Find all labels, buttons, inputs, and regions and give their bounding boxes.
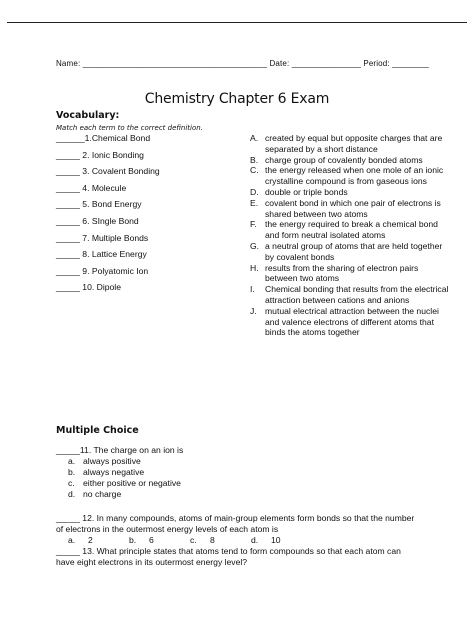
name-date-period-line: Name: ________________________________________ Date: _______________ Period: ________ xyxy=(56,59,430,68)
definition-b: B. charge group of covalently bonded atoms xyxy=(250,154,423,165)
vocabulary-instructions: Match each term to the correct definition. xyxy=(56,124,203,132)
question-12-text: _____ 12. In many compounds, atoms of main-group elements form bonds so that the number of electrons in the outermost energy levels of each atom is xyxy=(56,513,415,534)
question-11-text: _____11. The charge on an ion is xyxy=(56,445,184,455)
term-10: _____ 10. Dipole xyxy=(56,282,121,293)
top-divider xyxy=(7,22,467,23)
definition-e: E. covalent bond in which one pair of electrons is shared between two atoms xyxy=(250,197,441,219)
option-11b: b. always negative xyxy=(68,467,145,477)
vocabulary-terms xyxy=(56,133,160,299)
page-title: Chemistry Chapter 6 Exam xyxy=(144,91,330,107)
term-4: _____ 4. Molecule xyxy=(56,182,127,193)
question-13 xyxy=(56,546,418,568)
option-12c: c. 8 xyxy=(190,535,215,545)
definition-c: C. the energy released when one mole of an ionic crystalline compound is from gaseous ions xyxy=(250,165,444,187)
definition-h: H. results from the sharing of electron pairs between two atoms xyxy=(250,262,419,284)
term-6: _____ 6. SIngle Bond xyxy=(56,215,139,226)
question-12-options xyxy=(68,535,418,546)
vocabulary-heading: Vocabulary: xyxy=(56,110,120,121)
option-12d: d. 10 xyxy=(251,535,281,545)
question-11 xyxy=(56,445,416,500)
option-11c: c. either positive or negative xyxy=(68,478,181,488)
question-11-options xyxy=(68,456,416,500)
definition-a: A. created by equal but opposite charges that are separated by a short distance xyxy=(250,133,443,154)
option-12b: b. 6 xyxy=(129,535,154,545)
multiple-choice-heading: Multiple Choice xyxy=(56,425,139,436)
term-7: _____ 7. Multiple Bonds xyxy=(56,232,149,243)
vocabulary-definitions xyxy=(250,133,450,338)
term-8: _____ 8. Lattice Energy xyxy=(56,249,147,260)
term-9: _____ 9. Polyatomic Ion xyxy=(56,265,149,276)
definition-i: I. Chemical bonding that results from the electrical attraction between cations and anions xyxy=(250,284,449,305)
option-12a: a. 2 xyxy=(68,535,93,545)
definition-j: J. mutual electrical attraction between the nuclei and valence electrons of different atoms that binds the atoms together xyxy=(250,305,439,338)
question-13-text: _____ 13. What principle states that atoms tend to form compounds so that each atom can have eight electrons in its outermost energy level? xyxy=(56,546,401,567)
option-11d: d. no charge xyxy=(68,489,122,499)
term-2: _____ 2. Ionic Bonding xyxy=(56,149,144,160)
definition-f: F. the energy required to break a chemical bond and form neutral isolated atoms xyxy=(250,219,438,241)
option-11a: a. always positive xyxy=(68,456,141,466)
definition-d: D. double or triple bonds xyxy=(250,186,348,197)
term-1: ______1.Chemical Bond xyxy=(56,133,151,143)
term-3: _____ 3. Covalent Bonding xyxy=(56,166,160,177)
term-5: _____ 5. Bond Energy xyxy=(56,199,142,210)
question-12 xyxy=(56,513,418,546)
definition-g: G. a neutral group of atoms that are held together by covalent bonds xyxy=(250,240,443,262)
